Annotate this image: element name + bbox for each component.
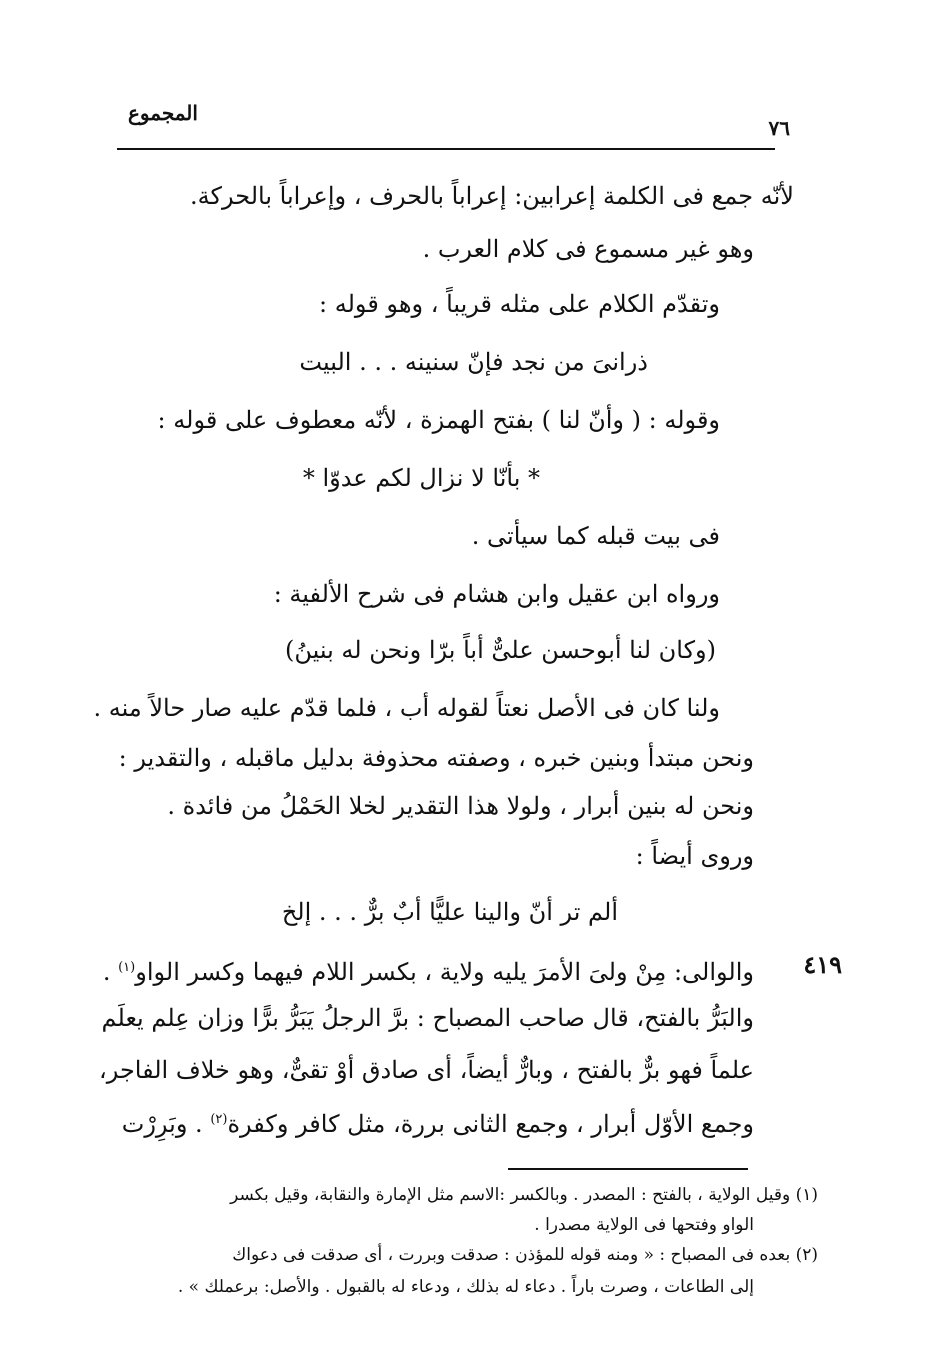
footnote-ref[interactable]: (١): [118, 960, 136, 975]
verse-line: * بأنّا لا نزال لكم عدوّا *: [302, 464, 540, 492]
entry-line-text: والوالى: مِنْ ولىَ الأمرَ يليه ولاية ، بكسر اللام فيهما وكسر الواو: [135, 958, 754, 986]
entry-line: والبَرُّ بالفتح، قال صاحب المصباح : برَّ الرجلُ يَبَرُّ برًّا وزان عِلم يعلَم: [101, 1004, 754, 1032]
entry-line-text: وجمع الأوّل أبرار ، وجمع الثانى بررة، مثل كافر وكفرة: [227, 1110, 754, 1138]
body-line: ولنا كان فى الأصل نعتاً لقوله أب ، فلما قدّم عليه صار حالاً منه .: [93, 694, 720, 722]
body-line: ورواه ابن عقيل وابن هشام فى شرح الألفية :: [273, 580, 720, 608]
entry-line-end: .: [102, 958, 111, 986]
footnote-line: الواو وفتحها فى الولاية مصدرا .: [534, 1215, 754, 1235]
body-line: ونحن له بنين أبرار ، ولولا هذا التقدير لخلا الحَمْلُ من فائدة .: [167, 792, 754, 820]
entry-number: ٤١٩: [803, 950, 842, 979]
footnote-ref[interactable]: (٢): [210, 1112, 228, 1127]
header-divider: [117, 148, 775, 150]
footnote-line: إلى الطاعات ، وصرت باراً . دعاء له بذلك ، ودعاء له بالقبول . والأصل: برعملك » .: [177, 1277, 754, 1297]
entry-line: [103, 948, 754, 992]
body-line: وتقدّم الكلام على مثله قريباً ، وهو قوله :: [319, 290, 720, 318]
running-header-title: المجموع: [128, 101, 198, 125]
entry-line-end: . وبَرِرْت: [121, 1110, 203, 1138]
body-line: ونحن مبتدأ وبنين خبره ، وصفته محذوفة بدليل ماقبله ، والتقدير :: [118, 744, 754, 772]
body-line: وقوله : ( وأنّ لنا ) بفتح الهمزة ، لأنّه معطوف على قوله :: [157, 406, 720, 434]
footnote-divider: [508, 1168, 748, 1170]
entry-line: [122, 1100, 754, 1144]
body-line: فى بيت قبله كما سيأتى .: [471, 522, 720, 550]
body-line: لأنّه جمع فى الكلمة إعرابين: إعراباً بالحرف ، وإعراباً بالحركة.: [190, 182, 794, 210]
footnote-line: (١) وقيل الولاية ، بالفتح : المصدر . وبالكسر :الاسم مثل الإمارة والنقابة، وقيل بكسر: [230, 1185, 818, 1205]
body-line: وهو غير مسموع فى كلام العرب .: [422, 235, 754, 263]
entry-line: علماً فهو برٌّ بالفتح ، وبارٌّ أيضاً، أى صادق أوْ تقىٌّ، وهو خلاف الفاجر،: [98, 1056, 754, 1084]
footnote-line: (٢) بعده فى المصباح : « ومنه قوله للمؤذن : صدقت وبررت ، أى صدقت فى دعواك: [232, 1245, 818, 1265]
verse-line: ذرانىَ من نجد فإنّ سنينه . . . البيت: [299, 348, 648, 376]
page-number: ٧٦: [768, 116, 790, 140]
verse-line: (وكان لنا أبوحسن علىٌّ أباً برّا ونحن له بنينُ): [284, 636, 716, 664]
verse-line: ألم تر أنّ والينا عليًّا أبٌ برٌّ . . . إلخ: [281, 898, 618, 926]
body-line: وروى أيضاً :: [635, 842, 754, 870]
